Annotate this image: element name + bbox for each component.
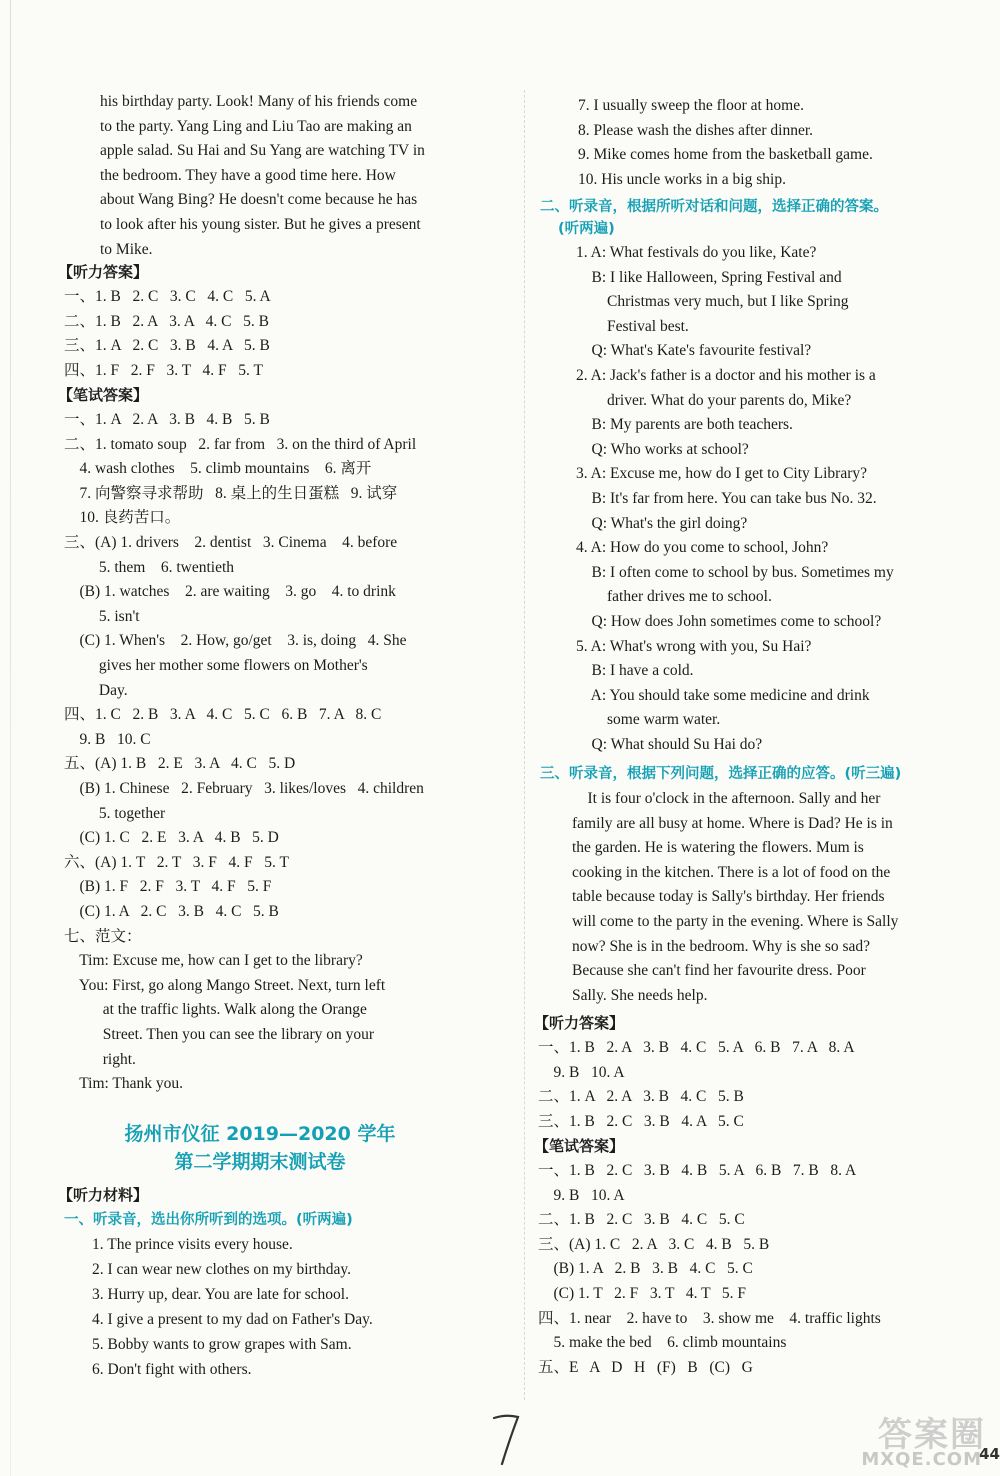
passage-line: to the party. Yang Ling and Liu Tao are making an: [100, 117, 412, 135]
answer-line: 一、1. B 2. A 3. B 4. C 5. A 6. B 7. A 8. A: [538, 1039, 855, 1056]
answer-line: 5. make the bed 6. climb mountains: [538, 1334, 787, 1352]
answer-line: gives her mother some flowers on Mother's: [64, 657, 368, 674]
page-edge-shadow: [10, 0, 11, 1476]
answer-line: 二、1. tomato soup 2. far from 3. on the third of April: [64, 435, 417, 453]
answer-line: (C) 1. A 2. C 3. B 4. C 5. B: [64, 903, 279, 920]
answer-line: 5. them 6. twentieth: [64, 558, 235, 576]
passage-line: It is four o'clock in the afternoon. Sally and her: [572, 790, 881, 807]
answer-line: 三、(A) 1. drivers 2. dentist 3. Cinema 4. before: [64, 534, 398, 551]
answer-line: (B) 1. Chinese 2. February 3. likes/loves 4. children: [64, 780, 424, 797]
passage-line: family are all busy at home. Where is Dad? He is in: [572, 814, 893, 832]
page-number: 44: [979, 1445, 1000, 1463]
answer-line: 三、1. B 2. C 3. B 4. A 5. C: [538, 1112, 744, 1130]
passage-line: Sally. She needs help.: [572, 986, 708, 1004]
answer-line: (C) 1. C 2. E 3. A 4. B 5. D: [64, 829, 279, 847]
listening-item: 3. Hurry up, dear. You are late for school.: [92, 1286, 349, 1303]
answer-line: 五、E A D H (F) B (C) G: [538, 1358, 753, 1376]
passage-line: to look after his young sister. But he gives a present: [100, 216, 421, 233]
passage-line: the bedroom. They have a good time here. How: [100, 166, 396, 184]
listening-item: 10. His uncle works in a big ship.: [578, 170, 786, 188]
answer-line: (B) 1. F 2. F 3. T 4. F 5. F: [64, 878, 272, 896]
dialogue-line: Festival best.: [576, 317, 689, 335]
dialogue-line: Q: What's Kate's favourite festival?: [576, 342, 812, 360]
watermark-logo: 答案圈: [878, 1415, 986, 1455]
passage-line: apple salad. Su Hai and Su Yang are watching TV in: [100, 142, 425, 160]
answer-line: 四、1. C 2. B 3. A 4. C 5. C 6. B 7. A 8. C: [64, 706, 382, 724]
answer-line: 二、1. B 2. C 3. B 4. C 5. C: [538, 1211, 745, 1229]
listening-item: 2. I can wear new clothes on my birthday.: [92, 1261, 351, 1278]
dialogue-line: B: My parents are both teachers.: [576, 416, 793, 434]
answer-line: Day.: [64, 681, 128, 699]
listening-item: 9. Mike comes home from the basketball game.: [578, 146, 873, 164]
passage-line: the garden. He is watering the flowers. Mum is: [572, 839, 864, 857]
dialogue-line: 3. A: Excuse me, how do I get to City Library?: [576, 465, 867, 483]
answer-line: You: First, go along Mango Street. Next, turn left: [64, 976, 386, 994]
answer-line: Street. Then you can see the library on your: [64, 1026, 375, 1043]
answer-line: 9. B 10. A: [538, 1063, 625, 1081]
answer-line: 三、1. A 2. C 3. B 4. A 5. B: [64, 337, 270, 355]
dialogue-line: Q: What should Su Hai do?: [576, 736, 763, 753]
passage-line: about Wang Bing? He doesn't come because he has: [100, 191, 418, 209]
dialogue-line: 2. A: Jack's father is a doctor and his mother is a: [576, 367, 876, 384]
answer-line: 六、(A) 1. T 2. T 3. F 4. F 5. T: [64, 853, 289, 871]
section-note: (听两遍): [558, 221, 615, 237]
listening-item: 6. Don't fight with others.: [92, 1361, 252, 1378]
answer-line: (B) 1. A 2. B 3. B 4. C 5. C: [538, 1260, 753, 1278]
answer-line: (C) 1. When's 2. How, go/get 3. is, doing 4. She: [64, 632, 407, 650]
dialogue-line: 4. A: How do you come to school, John?: [576, 539, 829, 557]
passage-line: cooking in the kitchen. There is a lot of food on the: [572, 863, 891, 881]
dialogue-line: B: I like Halloween, Spring Festival and: [576, 268, 842, 286]
section-heading: 二、听录音，根据所听对话和问题，选择正确的答案。: [540, 199, 888, 215]
answer-line: 一、1. A 2. A 3. B 4. B 5. B: [64, 411, 270, 428]
passage-line: will come to the party in the evening. Where is Sally: [572, 913, 899, 930]
answer-line: 二、1. A 2. A 3. B 4. C 5. B: [538, 1088, 744, 1106]
listening-item: 7. I usually sweep the floor at home.: [578, 97, 804, 114]
watermark: [804, 1405, 994, 1471]
listening-item: 8. Please wash the dishes after dinner.: [578, 121, 814, 139]
answer-line: 四、1. near 2. have to 3. show me 4. traffic lights: [538, 1309, 881, 1327]
answer-line: (C) 1. T 2. F 3. T 4. T 5. F: [538, 1285, 747, 1302]
answer-line: 9. B 10. A: [538, 1186, 625, 1204]
dialogue-line: Q: What's the girl doing?: [576, 514, 748, 532]
listening-material-header: 【听力材料】: [58, 1186, 149, 1204]
dialogue-line: Q: Who works at school?: [576, 440, 749, 458]
answer-line: 七、范文：: [64, 927, 142, 945]
answer-line: at the traffic lights. Walk along the Orange: [64, 1001, 367, 1019]
answer-line: (B) 1. watches 2. are waiting 3. go 4. to drink: [64, 583, 396, 601]
watermark-url: MXQE.COM: [861, 1449, 982, 1470]
dialogue-line: Q: How does John sometimes come to school?: [576, 613, 882, 630]
section-heading: 三、听录音，根据下列问题，选择正确的应答。(听三遍): [540, 766, 902, 782]
written-answers-header: 【笔试答案】: [58, 386, 149, 404]
passage-line: Because she can't find her favourite dress. Poor: [572, 962, 866, 980]
dialogue-line: driver. What do your parents do, Mike?: [576, 391, 852, 409]
listening-answers-header: 【听力答案】: [534, 1014, 625, 1032]
answer-line: 一、1. B 2. C 3. C 4. C 5. A: [64, 288, 271, 305]
answer-line: 四、1. F 2. F 3. T 4. F 5. T: [64, 361, 263, 379]
handwritten-mark: [488, 1408, 528, 1468]
answer-line: 4. wash clothes 5. climb mountains 6. 离开: [64, 460, 372, 478]
dialogue-line: father drives me to school.: [576, 588, 772, 606]
dialogue-line: B: I have a cold.: [576, 662, 694, 680]
answer-line: right.: [64, 1050, 136, 1068]
dialogue-line: some warm water.: [576, 711, 721, 729]
answer-line: 10. 良药苦口。: [64, 509, 181, 527]
answer-line: 一、1. B 2. C 3. B 4. B 5. A 6. B 7. B 8. A: [538, 1162, 857, 1179]
listening-item: 1. The prince visits every house.: [92, 1236, 293, 1253]
listening-item: 4. I give a present to my dad on Father's Day.: [92, 1311, 373, 1328]
passage-line: to Mike.: [100, 240, 153, 258]
section-heading: 一、听录音，选出你所听到的选项。(听两遍): [64, 1212, 353, 1228]
exam-title-line1: 扬州市仪征 2019—2020 学年: [124, 1123, 396, 1145]
dialogue-line: B: It's far from here. You can take bus No. 32.: [576, 490, 877, 507]
dialogue-line: 1. A: What festivals do you like, Kate?: [576, 244, 817, 261]
dialogue-line: Christmas very much, but I like Spring: [576, 293, 849, 311]
answer-line: 5. together: [64, 804, 166, 822]
listening-item: 5. Bobby wants to grow grapes with Sam.: [92, 1336, 352, 1353]
dialogue-line: B: I often come to school by bus. Sometimes my: [576, 563, 894, 581]
answer-line: Tim: Thank you.: [64, 1075, 184, 1093]
column-divider: [524, 90, 526, 1400]
answer-line: 三、(A) 1. C 2. A 3. C 4. B 5. B: [538, 1235, 770, 1253]
answer-line: 五、(A) 1. B 2. E 3. A 4. C 5. D: [64, 755, 296, 773]
passage-line: table because today is Sally's birthday. Her friends: [572, 888, 885, 906]
answer-line: 7. 向警察寻求帮助 8. 桌上的生日蛋糕 9. 试穿: [64, 484, 398, 502]
dialogue-line: 5. A: What's wrong with you, Su Hai?: [576, 637, 812, 655]
exam-title-line2: 第二学期期末测试卷: [174, 1151, 346, 1173]
passage-line: now? She is in the bedroom. Why is she so sad?: [572, 937, 871, 955]
dialogue-line: A: You should take some medicine and drink: [576, 686, 870, 704]
passage-line: his birthday party. Look! Many of his friends come: [100, 93, 418, 110]
written-answers-header: 【笔试答案】: [534, 1137, 625, 1155]
answer-line: 二、1. B 2. A 3. A 4. C 5. B: [64, 312, 269, 330]
listening-answers-header: 【听力答案】: [58, 263, 149, 281]
answer-line: 5. isn't: [64, 607, 140, 625]
answer-line: Tim: Excuse me, how can I get to the library?: [64, 952, 363, 970]
answer-line: 9. B 10. C: [64, 730, 151, 748]
